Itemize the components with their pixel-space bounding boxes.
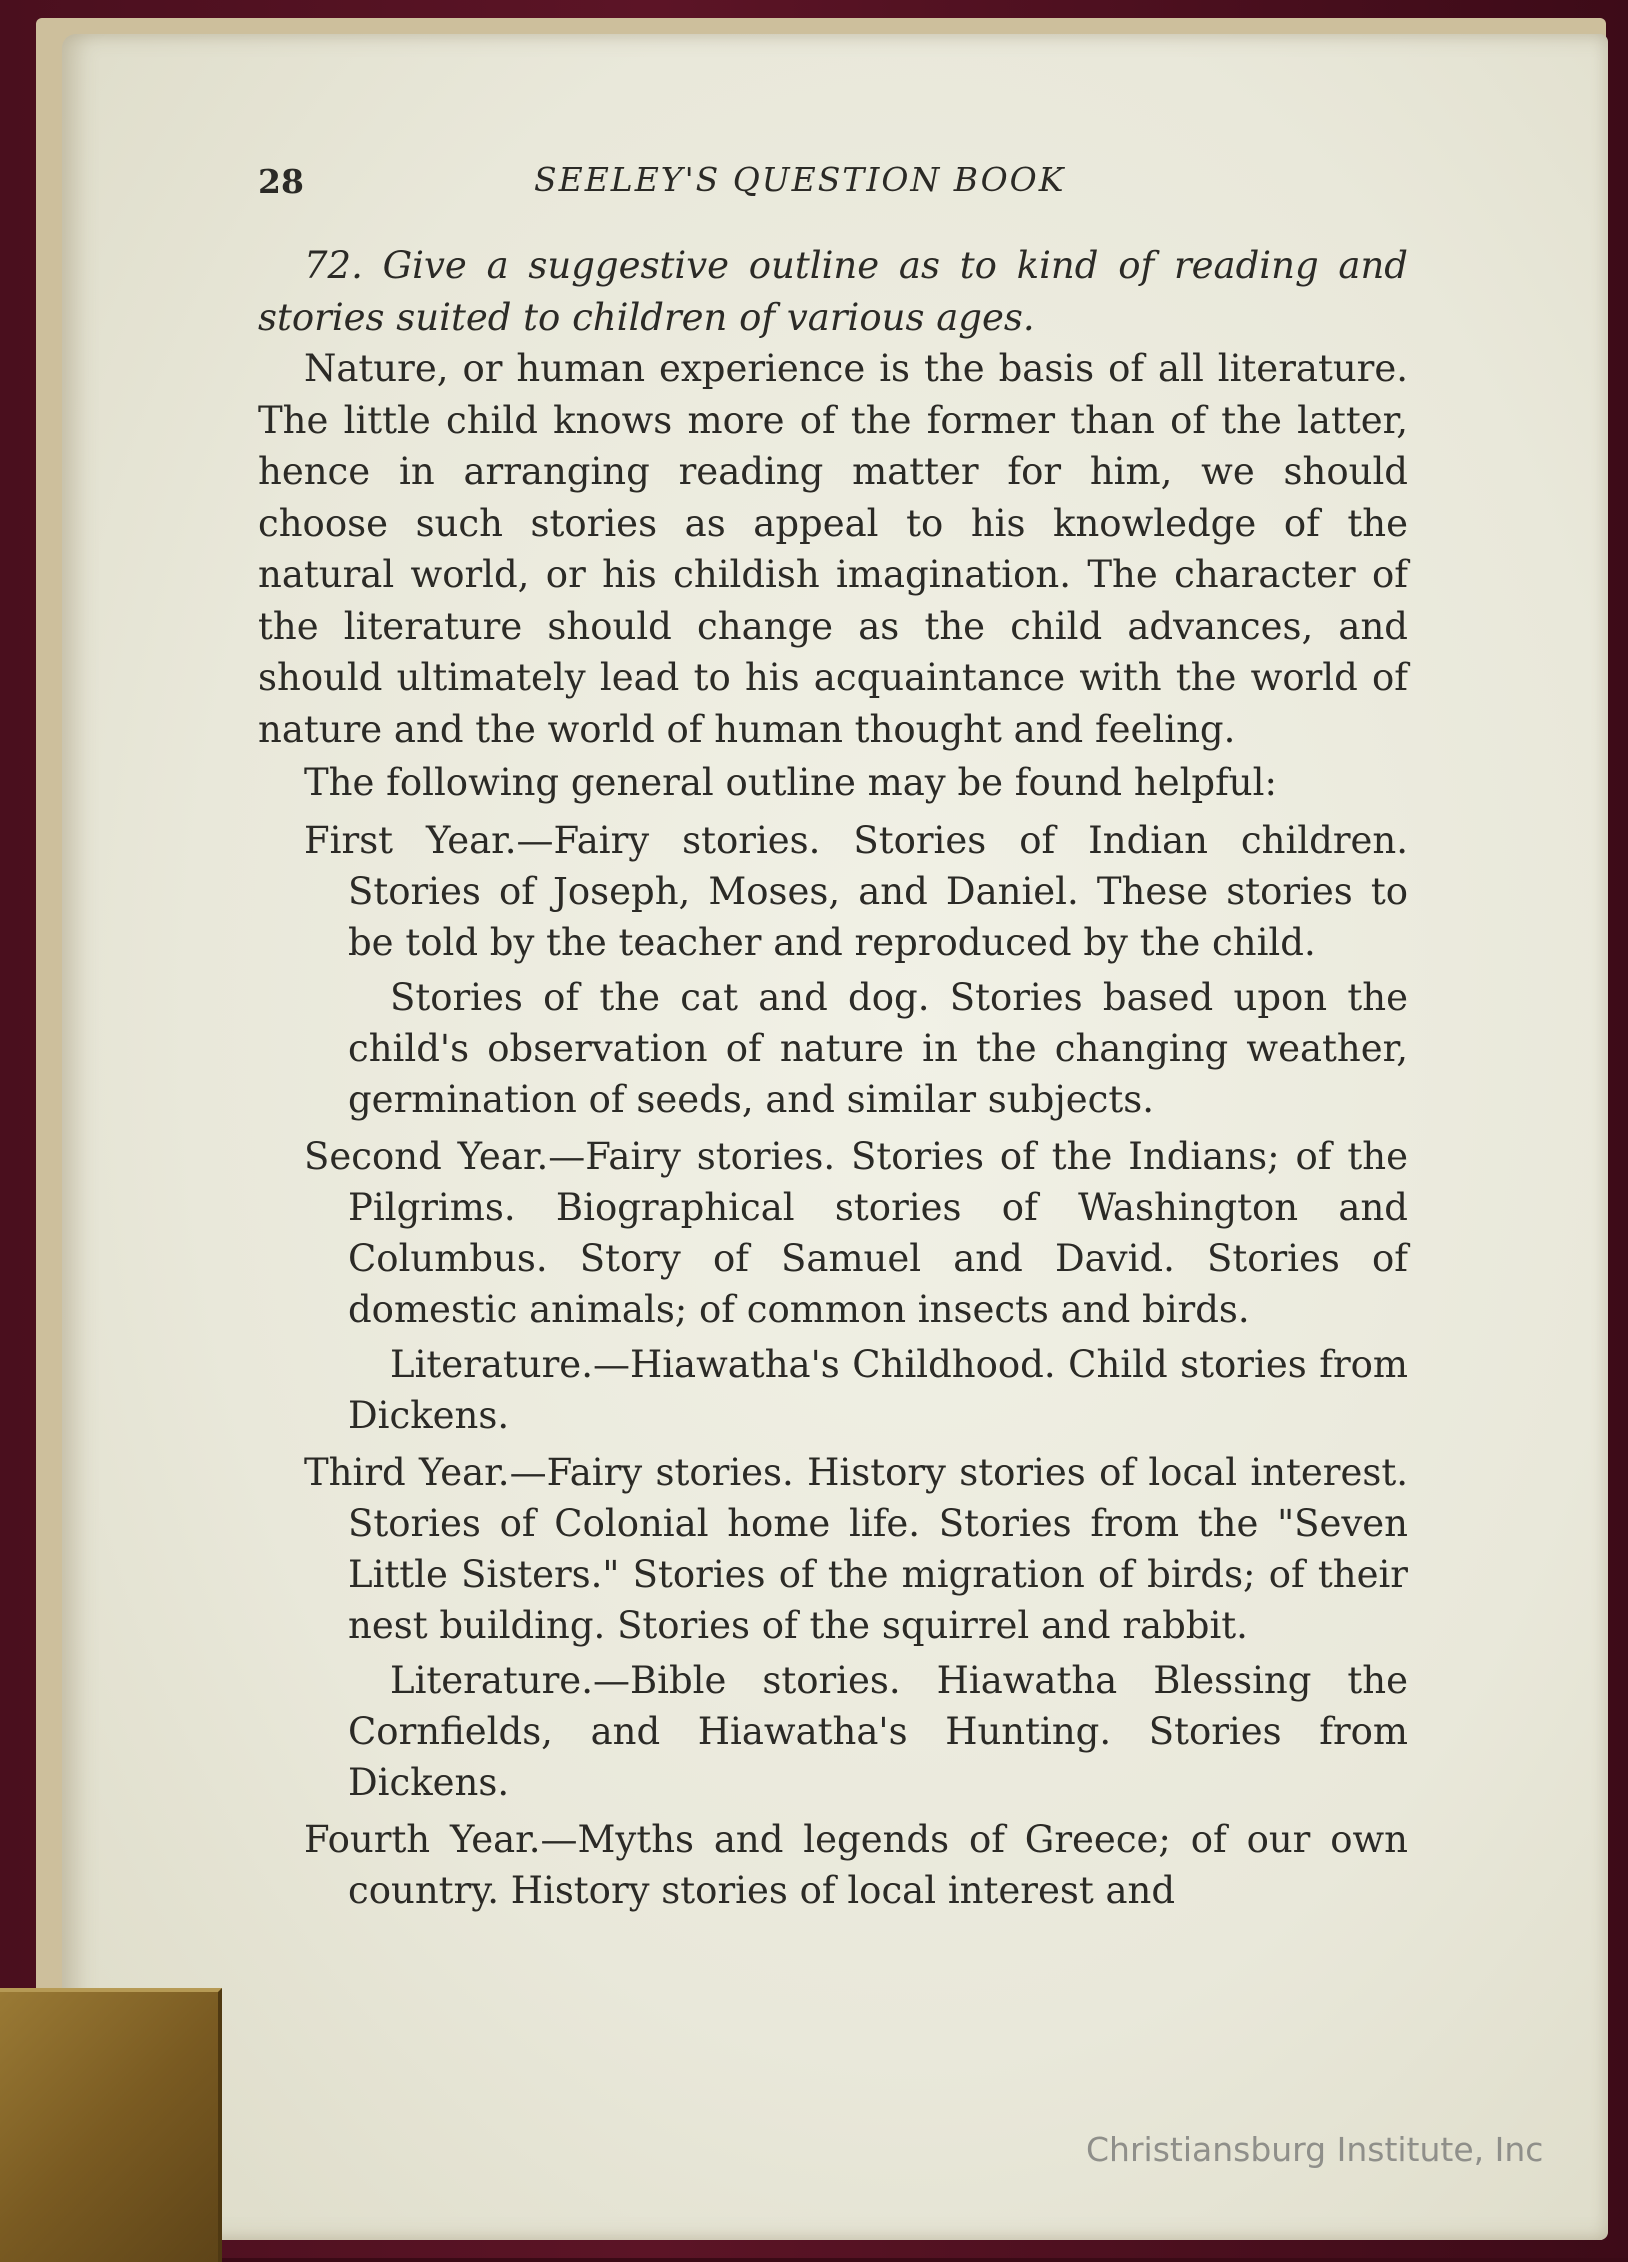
page-content — [258, 148, 1408, 1916]
page-clip — [0, 1988, 222, 2262]
outline-first-year-sub: Stories of the cat and dog. Stories based upon the child's observation of nature in the changing weather, germination of seeds, and similar subjects. — [348, 975, 1408, 1121]
running-head: SEELEY'S QUESTION BOOK — [534, 160, 1066, 199]
question-72: 72. Give a suggestive outline as to kind of reading and stories suited to children of various ages. — [258, 244, 1408, 339]
outline-second-year: Second Year.—Fairy stories. Stories of the Indians; of the Pilgrims. Biographical stories of Washington and Columbus. Story of Samuel and David. Stories of domestic animals; of common insects and birds. — [304, 1134, 1408, 1331]
watermark: Christiansburg Institute, Inc — [1086, 2130, 1544, 2169]
outline-first-year: First Year.—Fairy stories. Stories of Indian children. Stories of Joseph, Moses, and Daniel. These stories to be told by the teacher and reproduced by the child. — [304, 818, 1408, 964]
outline-second-year-literature: Literature.—Hiawatha's Childhood. Child stories from Dickens. — [348, 1342, 1408, 1437]
page-number: 28 — [258, 162, 304, 201]
answer-paragraph: Nature, or human experience is the basis of all literature. The little child knows more of the former than of the latter, hence in arranging reading matter for him, we should choose such stories as appeal to his knowledge of the natural world, or his childish imagination. The character of the literature should change as the child advances, and should ultimately lead to his acquaintance with the world of nature and the world of human thought and feeling. — [258, 347, 1408, 751]
outline-intro: The following general outline may be found helpful: — [304, 761, 1277, 804]
outline-fourth-year: Fourth Year.—Myths and legends of Greece; of our own country. History stories of local interest and — [304, 1817, 1408, 1912]
outline-third-year-literature: Literature.—Bible stories. Hiawatha Blessing the Cornfields, and Hiawatha's Hunting. Stories from Dickens. — [348, 1658, 1408, 1804]
page-header — [258, 148, 1408, 218]
outline-list — [304, 815, 1408, 1916]
outline-third-year: Third Year.—Fairy stories. History stories of local interest. Stories of Colonial home life. Stories from the "Seven Little Sisters." Stories of the migration of birds; of their nest building. Stories of the squirrel and rabbit. — [304, 1450, 1408, 1647]
